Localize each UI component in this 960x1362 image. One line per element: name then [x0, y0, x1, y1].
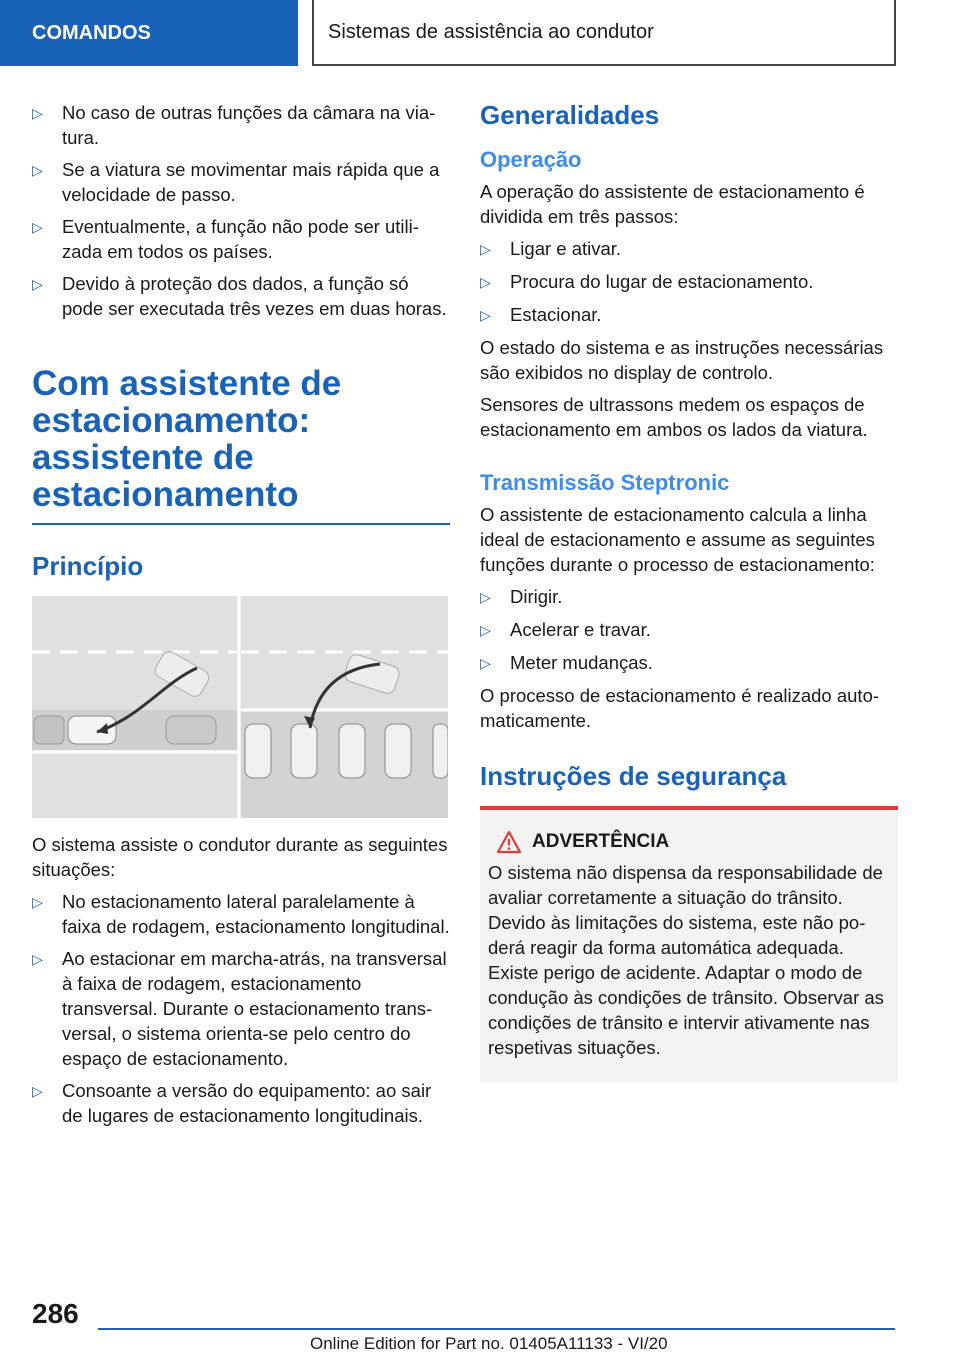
triangle-bullet-icon: ▷ [32, 162, 43, 178]
principle-intro: O sistema assiste o condutor durante as seguintes situações: [32, 834, 448, 880]
steptronic-intro: O assistente de estacionamento calcula a linha ideal de estacionamento e assume as seguintes funções durante o processo de estacionamento: [480, 504, 875, 575]
warning-title: ADVERTÊNCIA [532, 831, 670, 852]
list-item: ▷ Estacionar. [480, 302, 898, 328]
list-item: ▷ Devido à proteção dos dados, a função só pode ser executada três vezes em duas horas. [32, 273, 447, 319]
list-item: ▷ No caso de outras funções da câmara na viatura. [32, 102, 436, 148]
triangle-bullet-icon: ▷ [32, 219, 43, 235]
triangle-bullet-icon: ▷ [32, 951, 43, 967]
operation-heading: Operação [480, 147, 582, 172]
steptronic-paragraph: O processo de estacionamento é realizado automaticamente. [480, 685, 880, 731]
triangle-bullet-icon: ▷ [480, 655, 491, 671]
warning-triangle-icon [494, 830, 524, 854]
list-item: ▷ Meter mudanças. [480, 650, 898, 676]
list-item: ▷ Eventualmente, a função não pode ser utilizada em todos os países. [32, 216, 419, 262]
list-item: ▷ Ao estacionar em marcha-atrás, na transversal à faixa de rodagem, estacionamento transversal. Durante o estacionamento transversal, o sistema orienta-se pelo centro do espaço de estacionamento. [32, 948, 447, 1069]
page-number: 286 [32, 1298, 79, 1329]
list-item: ▷ Dirigir. [480, 584, 898, 610]
edition-note: Online Edition for Part no. 01405A11133 - VI/20 [310, 1334, 668, 1353]
list-item: ▷ Acelerar e travar. [480, 617, 898, 643]
list-item: ▷ Ligar e ativar. [480, 236, 898, 262]
sensors-paragraph: Sensores de ultrassons medem os espaços de estacionamento em ambos os lados da viatura. [480, 394, 868, 440]
triangle-bullet-icon: ▷ [480, 241, 491, 257]
triangle-bullet-icon: ▷ [32, 894, 43, 910]
list-item: ▷ Consoante a versão do equipamento: ao sair de lugares de estacionamento longitudinais. [32, 1080, 432, 1126]
steptronic-heading: Transmissão Steptronic [480, 470, 730, 495]
parking-diagram [32, 596, 448, 818]
list-item: ▷ No estacionamento lateral paralelamente à faixa de rodagem, estacionamento longitudinal. [32, 891, 450, 937]
triangle-bullet-icon: ▷ [32, 276, 43, 292]
triangle-bullet-icon: ▷ [480, 307, 491, 323]
warning-box [480, 806, 898, 1082]
page-header [0, 0, 960, 66]
warning-header [488, 830, 890, 854]
triangle-bullet-icon: ▷ [480, 622, 491, 638]
chapter-tab: Sistemas de assistência ao condutor [312, 0, 896, 66]
triangle-bullet-icon: ▷ [480, 274, 491, 290]
right-column [480, 100, 898, 1082]
triangle-bullet-icon: ▷ [32, 105, 43, 121]
main-heading: Com assistente de estacionamento: assistente de estacionamento [32, 365, 450, 525]
parking-illustration [32, 596, 448, 818]
operation-paragraph: O estado do sistema e as instruções necessárias são exibidos no display de controlo. [480, 337, 884, 383]
left-column [32, 100, 450, 1135]
triangle-bullet-icon: ▷ [480, 589, 491, 605]
list-item: ▷ Procura do lugar de estacionamento. [480, 269, 898, 295]
principle-heading: Princípio [32, 551, 144, 581]
operation-intro: A operação do assistente de estacionamento é dividida em três passos: [480, 181, 865, 227]
section-tab: COMANDOS [0, 0, 298, 66]
safety-heading: Instruções de segurança [480, 761, 787, 791]
footer-divider [98, 1328, 895, 1330]
triangle-bullet-icon: ▷ [32, 1083, 43, 1099]
warning-text: O sistema não dispensa da responsabilidade de avaliar corretamente a situação do trânsito. Devido às limitações do sistema, este não poderá reagir da forma automática adequada. Existe perigo de acidente. Adaptar o modo de condução às condições de trânsito. Observar as condições de trânsito e intervir ativamente nas respetivas situações. [488, 862, 884, 1058]
list-item: ▷ Se a viatura se movimentar mais rápida que a velocidade de passo. [32, 159, 440, 205]
general-heading: Generalidades [480, 100, 660, 130]
